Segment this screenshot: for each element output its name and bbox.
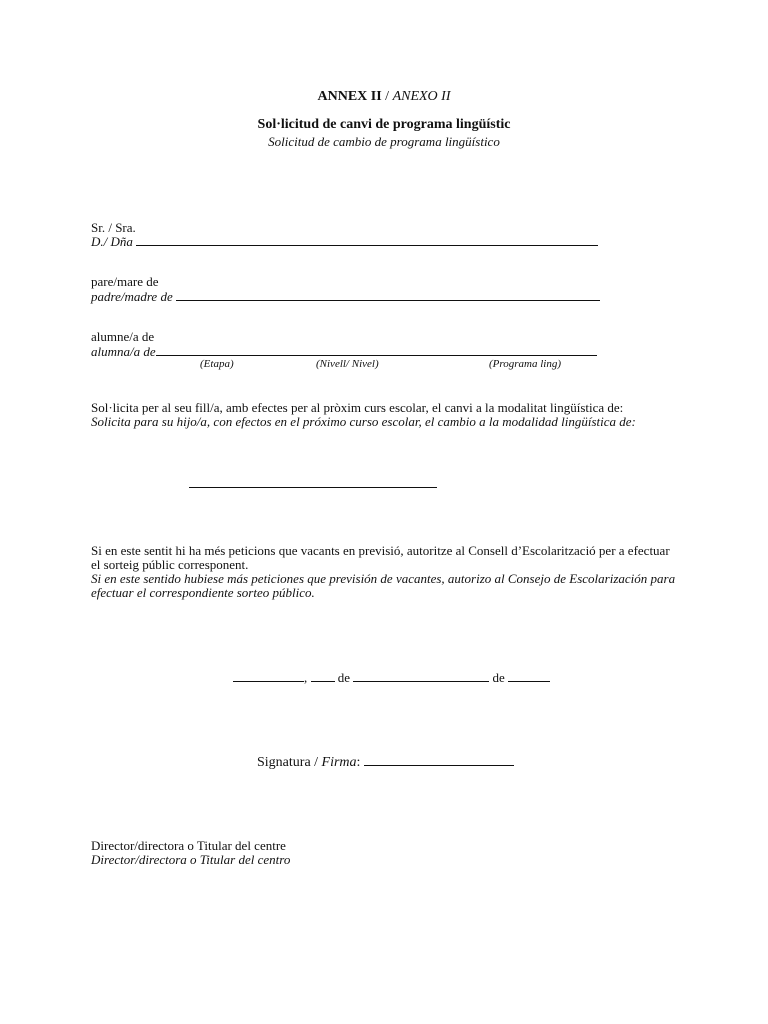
student-input-line[interactable]	[156, 344, 597, 356]
consent-text-ca-1: Si en este sentit hi ha més peticions que vacants en previsió, autoritze al Consell d’Escolarització per a efectuar	[91, 543, 670, 558]
request-text-ca: Sol·licita per al seu fill/a, amb efectes per al pròxim curs escolar, el canvi a la modalitat lingüística de:	[91, 400, 624, 415]
signature-label-ca: Signatura /	[257, 755, 322, 770]
student-label-ca: alumne/a de	[91, 329, 155, 344]
signature-row	[257, 754, 514, 771]
name-label-ca: Sr. / Sra.	[91, 220, 136, 235]
consent-text-ca-2: el sorteig públic corresponent.	[91, 557, 249, 572]
annex-title-es: ANEXO II	[392, 89, 451, 104]
parent-row	[91, 289, 600, 304]
addressee-es: Director/directora o Titular del centro	[91, 852, 291, 867]
addressee-ca: Director/directora o Titular del centre	[91, 838, 286, 853]
signature-label-es: Firma	[321, 755, 357, 770]
name-input-line[interactable]	[136, 234, 598, 246]
student-row	[91, 344, 597, 359]
signature-input-line[interactable]	[364, 754, 514, 766]
sub-label-nivell: (Nivell/ Nivel)	[316, 358, 379, 370]
sub-label-programa: (Programa ling)	[489, 358, 562, 370]
date-comma: ,	[304, 670, 308, 685]
form-title-es: Solicitud de cambio de programa lingüístico	[268, 134, 500, 149]
date-de-2: de	[492, 670, 505, 685]
annex-title-ca: ANNEX II	[317, 89, 382, 104]
modality-input-line[interactable]	[189, 476, 437, 488]
date-de-1: de	[337, 670, 351, 685]
form-title-ca: Sol·licitud de canvi de programa lingüístic	[257, 117, 511, 132]
parent-input-line[interactable]	[176, 289, 600, 301]
consent-text-es-1: Si en este sentido hubiese más peticiones que previsión de vacantes, autorizo al Consejo de Escolarización para	[91, 571, 676, 586]
annex-heading	[0, 89, 768, 105]
name-label-es: D./ Dña	[91, 234, 133, 249]
date-line	[233, 670, 550, 685]
month-input-line[interactable]	[353, 670, 489, 682]
day-input-line[interactable]	[311, 670, 335, 682]
request-text-es: Solicita para su hijo/a, con efectos en el próximo curso escolar, el cambio a la modalidad lingüística de:	[91, 414, 636, 429]
parent-label-ca: pare/mare de	[91, 274, 159, 289]
parent-label-es: padre/madre de	[91, 289, 173, 304]
name-row	[91, 234, 598, 249]
consent-text-es-2: efectuar el correspondiente sorteo público.	[91, 585, 315, 600]
annex-separator: /	[381, 89, 393, 104]
sub-label-etapa: (Etapa)	[200, 358, 234, 370]
year-input-line[interactable]	[508, 670, 550, 682]
place-input-line[interactable]	[233, 670, 304, 682]
student-label-es: alumna/a de	[91, 344, 156, 359]
signature-colon: :	[356, 755, 361, 770]
